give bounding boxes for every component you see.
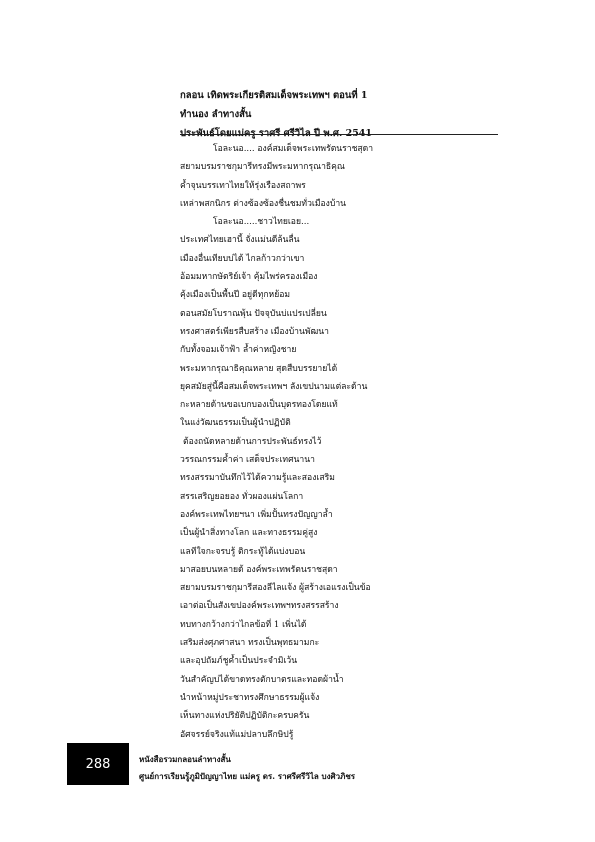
poem-line: เสริมส่งศุภศาสนา ทรงเป็นพุทธมามกะ — [180, 638, 320, 649]
poem-line: และอุปถัมภ์ชูค้ำเป็นประจำมิเว้น — [180, 656, 298, 667]
poem-line: พระมหากรุณาธิคุณหลาย สุดสืบบรรยายได้ — [180, 363, 338, 374]
footer-book-title: หนังสือรวมกลอนลำทางสั้น — [139, 754, 231, 764]
poem-line: เห็นทางแห่งปริยัติปฏิบัติกะครบครัน — [180, 711, 310, 722]
poem-line: ตอนสมัยโบราณพุ้น ปัจจุบันบ่แปรเปลี่ยน — [180, 308, 327, 319]
poem-line: เป็นผู้นำสิ่งทางโลก และทางธรรมคู่สูง — [180, 528, 318, 539]
page-number-box — [67, 743, 129, 785]
poem-line: สยามบรมราชกุมารีสองลีไลแจ้ง ผู้สร้างเอแรงเป็นข้อ — [180, 583, 371, 594]
poem-line: โอละนอ.....ชาวไทยเอย... — [213, 217, 310, 228]
poem-line: เอาต่อเป็นสังเขปองค์พระเทพฯทรงสรรสร้าง — [180, 601, 339, 612]
header-divider — [180, 134, 498, 135]
poem-line: กะหลายด้านขอเบกบองเป็นบุตรทองโดยแท้ — [180, 400, 338, 411]
poem-line: ทรงสรรมาบันทึกไว้ได้ความรู้และสองเสริม — [180, 473, 335, 484]
header-title: กลอน เทิดพระเกียรติสมเด็จพระเทพฯ ตอนที่ 1 — [180, 90, 368, 101]
poem-line: ในแง่วัฒนธรรมเป็นผู้นำปฏิบัติ — [180, 418, 291, 429]
poem-line: วันสำคัญบ่ได้ขาดทรงตักบาตรและทอดผ้าน้ำ — [180, 674, 344, 685]
poem-line: สรรเสริญยอยอง ทั่วผองแผ่นโลกา — [180, 491, 304, 502]
poem-line: แลทีใจกะจรบรู้ ติกระทู้ได้แบ่งบอน — [180, 546, 306, 557]
poem-line: วรรณกรรมค้ำค่า เสด็จประเทศนานา — [180, 455, 315, 466]
poem-line: อัศจรรย์จริงแท้แม่ปลาบลึกษิปรู้ — [180, 729, 294, 740]
poem-line: อ้อมมหากษัตริย์เจ้า คุ้มไพร่ครองเมือง — [180, 272, 318, 283]
poem-line: โอละนอ.... องค์สมเด็จพระเทพรัตนราชสุดา — [213, 144, 374, 154]
poem-body — [180, 140, 500, 744]
page-number: 288 — [85, 756, 111, 772]
poem-line: สยามบรมราชกุมารีทรงมีพระมหากรุณาธิคุณ — [180, 162, 345, 173]
poem-line: ทบทางกว้างกว่าไกลข้อที่ 1 เพิ่นได้ — [180, 619, 307, 630]
poem-line: เหล่าพสกนิกร ต่างซ้องซ้องชื่นชมทั่วเมืองบ้าน — [180, 198, 347, 209]
poem-line: ต้องถนัดหลายด้านการประพันธ์ทรงไว้ — [183, 436, 322, 447]
poem-line: กับทั้งจอมเจ้าฟ้า ล้ำค่าหญิงชาย — [180, 345, 297, 356]
poem-line: ประเทศไทยเฮานี้ จั่งแม่นดีล้นลื่น — [180, 235, 300, 246]
poem-line: องค์พระเทพไทยฯนา เพิ่มปั้นทรงปัญญาล้ำ — [180, 509, 333, 520]
poem-line: เมืองอื่นเทียบบ่ได้ ไกลก้าวกว่าเขา — [180, 253, 305, 264]
poem-line: คุ้งเมืองเป็นพื้นปี อยู่ดีทุกหย้อม — [180, 290, 291, 301]
footer-publisher: ศูนย์การเรียนรู้ภูมิปัญญาไทย แม่ครู ดร. ราศรีศรีวิไล บงศิวภิชร — [139, 771, 356, 781]
page-footer — [139, 751, 469, 785]
poem-line: มาสอยบนหลายด้ องค์พระเทพรัตนราชสุดา — [180, 564, 338, 575]
poem-line: นำหน้าหมู่ประชาทรงศึกษาธรรมผู้แจ้ง — [180, 692, 320, 703]
header-melody: ทำนอง ลำทางสั้น — [180, 109, 252, 120]
poem-line: ค้ำจุนบรรเทาไทยให้รุ่งเรืองสถาพร — [180, 180, 306, 191]
poem-line: ทรงศาสตร์เพียรสืบสร้าง เมืองบ้านพัฒนา — [180, 326, 330, 337]
poem-line: ยุคสมัยสู่นี้คือสมเด็จพระเทพฯ ลังเขปนามแต่ละด้าน — [180, 381, 368, 392]
